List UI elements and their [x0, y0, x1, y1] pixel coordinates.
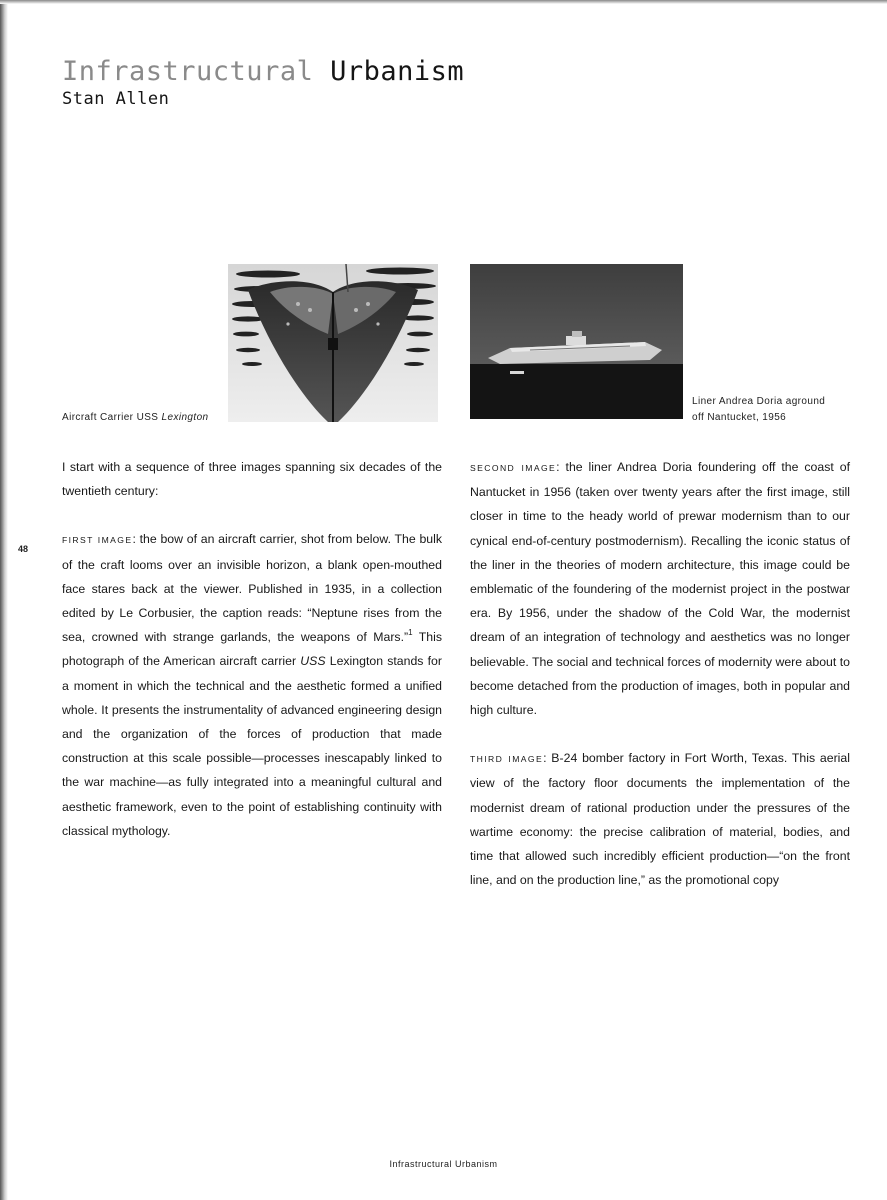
title-light: Infrastructural [62, 56, 314, 87]
third-image-label: THIRD IMAGE [470, 754, 544, 765]
andrea-doria-photo [470, 264, 683, 419]
running-footer: Infrastructural Urbanism [389, 1159, 498, 1169]
second-image-paragraph: SECOND IMAGE: the liner Andrea Doria foundering off the coast of Nantucket in 1956 (taken over twenty years after the first image, still closer in time to the heady world of prewar modernism than to our cynical end-of-century postmodernism). Recalling the iconic status of the liner in the theories of modern architecture, this image could be emblematic of the foundering of the modernist project in the postwar era. By 1956, under the shadow of the Cold War, the modernist dream of an integration of technology and aesthetics was no longer believable. The social and technical forces of modernity were about to become detached from the production of images, both in popular and high culture. [470, 460, 850, 718]
intro-paragraph: I start with a sequence of three images spanning six decades of the twentieth century: [62, 460, 442, 499]
figure-caption-carrier: Aircraft Carrier USS Lexington [62, 412, 209, 423]
footnote-ref: 1 [408, 628, 413, 638]
figure-caption-liner: Liner Andrea Doria aground off Nantucket, 1956 [692, 396, 826, 423]
aircraft-carrier-photo [228, 264, 438, 422]
author-name: Stan Allen [62, 89, 170, 109]
first-image-paragraph: FIRST IMAGE: the bow of an aircraft carrier, shot from below. The bulk of the craft looms over an invisible horizon, a blank open-mouthed face stares back at the viewer. Published in 1935, in a collection edited by Le Corbusier, the caption reads: “Neptune rises from the sea, crowned with strange garlands, the weapons of Mars.”$^1$ This photograph of the American aircraft carrier USS Lexington stands for a moment in which the technical and the aesthetic formed a unified whole. It presents the instrumentality of advanced engineering design and the organization of the forces of production that made construction at this scale possible—processes inescapably linked to the war machine—as fully integrated into a meaningful cultural and aesthetic framework, even to the point of establishing continuity with classical mythology. [62, 532, 442, 838]
left-text-column [62, 455, 442, 843]
page-title [62, 56, 464, 87]
figure-caption-italic: Lexington [161, 412, 209, 423]
first-image-label: FIRST IMAGE [62, 535, 133, 546]
page-number: 48 [18, 544, 29, 554]
third-image-paragraph: THIRD IMAGE: B-24 bomber factory in Fort Worth, Texas. This aerial view of the factory floor documents the implementation of the modernist dream of rational production under the pressures of the wartime economy: the precise calibration of material, bodies, and time that allowed such incredibly efficient production—“on the front line, and on the production line,” as the promotional copy [470, 751, 850, 888]
page-edge-shadow [0, 0, 8, 1200]
second-image-label: SECOND IMAGE [470, 463, 557, 473]
page-top-shadow [0, 0, 887, 4]
title-dark: Urbanism [330, 56, 465, 87]
right-text-column [470, 455, 850, 892]
